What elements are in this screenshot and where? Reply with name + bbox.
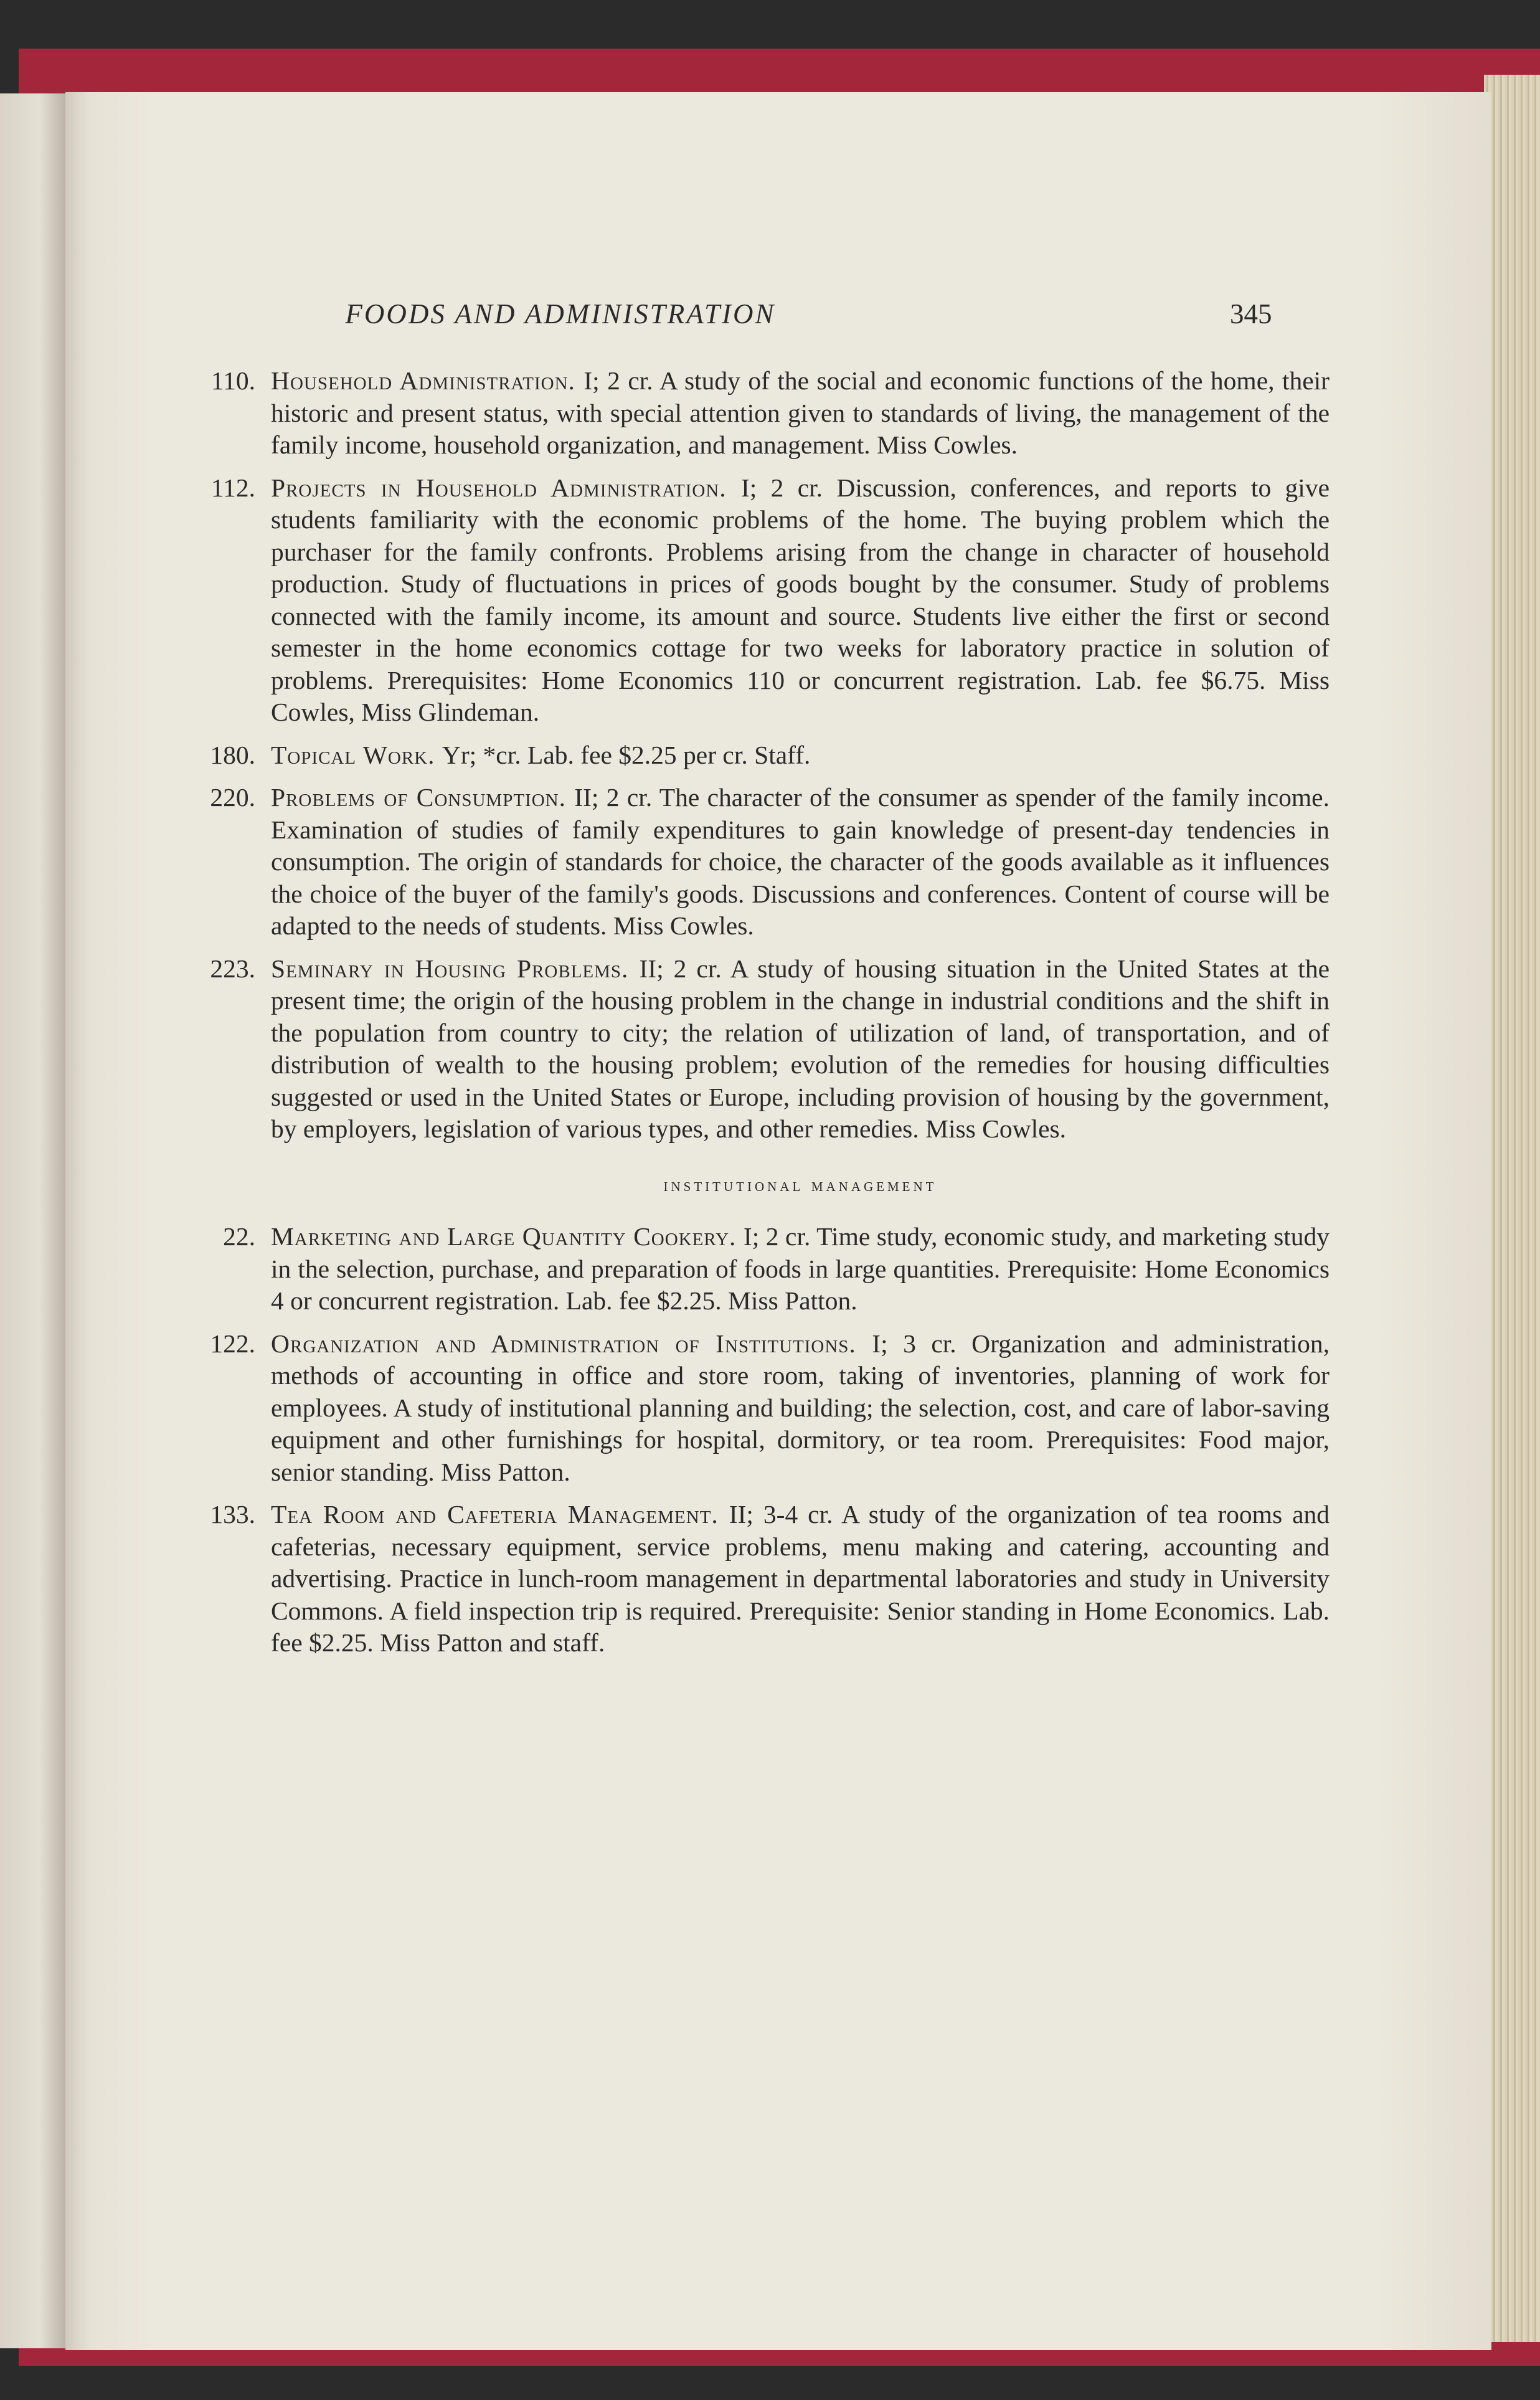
page-edges xyxy=(1484,75,1540,2342)
course-number: 22. xyxy=(223,1222,255,1251)
running-head: FOODS AND ADMINISTRATION xyxy=(345,298,776,330)
course-title: Organization and Administration of Institutions. xyxy=(271,1329,872,1358)
course-description: I; 3 cr. Organization and administration, methods of accounting in office and store room, taking of inventories, planning of work for employees. A study of institutional planning and building; the selection, cost, and care of labor-saving equipment and other furnishings for hospital, dormitory, or tea room. Prerequisites: Food major, senior standing. Miss Patton. xyxy=(271,1329,1330,1486)
page-header xyxy=(65,298,1491,341)
course-description: I; 2 cr. Discussion, conferences, and reports to give students familiarity with the economic problems of the home. The buying problem which the purchaser for the family confronts. Problems arising from the change in character of household production. Study of fluctuations in prices of goods bought by the consumer. Study of problems connected with the family income, its amount and source. Students live either the first or second semester in the home economics cottage for two weeks for laboratory practice in solution of problems. Prerequisites: Home Economics 110 or concurrent registration. Lab. fee $6.75. Miss Cowles, Miss Glindeman. xyxy=(271,473,1330,726)
course-entry-112 xyxy=(210,472,1330,729)
course-entry-133 xyxy=(210,1499,1330,1659)
course-number: 133. xyxy=(210,1500,255,1529)
course-entry-22 xyxy=(223,1221,1330,1317)
course-number: 110. xyxy=(210,366,255,395)
course-description: Yr; *cr. Lab. fee $2.25 per cr. Staff. xyxy=(442,740,811,769)
book-page xyxy=(65,92,1491,2350)
course-description: I; 2 cr. A study of the social and economic functions of the home, their historic and present status, with special attention given to standards of living, the management of the family income, household organization, and management. Miss Cowles. xyxy=(271,366,1330,459)
course-title: Problems of Consumption. xyxy=(271,783,575,812)
course-title: Seminary in Housing Problems. xyxy=(271,954,640,983)
course-number: 220. xyxy=(210,783,255,812)
page-number: 345 xyxy=(1230,298,1272,330)
course-description: II; 2 cr. The character of the consumer as spender of the family income. Examination of studies of family expenditures to gain knowledge of present-day tendencies in consumption. The origin of standards for choice, the character of the goods available as it influences the choice of the buyer of the family's goods. Discussions and conferences. Content of course will be adapted to the needs of students. Miss Cowles. xyxy=(271,783,1330,940)
course-entry-122 xyxy=(210,1328,1330,1489)
course-entry-223 xyxy=(210,953,1330,1145)
course-number: 180. xyxy=(210,740,255,769)
course-entry-180 xyxy=(210,739,1330,772)
course-number: 223. xyxy=(210,954,255,983)
course-title: Household Administration. xyxy=(271,366,584,395)
course-title: Projects in Household Administration. xyxy=(271,473,741,502)
course-description: II; 3-4 cr. A study of the organization of tea rooms and cafeterias, necessary equipment, service problems, menu making and catering, accounting and advertising. Practice in lunch-room management in departmental laboratories and study in University Commons. A field inspection trip is required. Prerequisite: Senior standing in Home Economics. Lab. fee $2.25. Miss Patton and staff. xyxy=(271,1500,1330,1657)
course-number: 122. xyxy=(210,1329,255,1358)
course-entry-110 xyxy=(210,365,1330,462)
course-entry-220 xyxy=(210,782,1330,942)
course-description: II; 2 cr. A study of housing situation in the United States at the present time; the origin of the housing problem in the change in industrial conditions and the shift in the population from country to city; the relation of utilization of land, of transportation, and of distribution of wealth to the housing problem; evolution of the remedies for housing difficulties suggested or used in the United States or Europe, including provision of housing by the government, by employers, legislation of various types, and other remedies. Miss Cowles. xyxy=(271,954,1330,1143)
course-title: Tea Room and Cafeteria Management. xyxy=(271,1500,729,1529)
course-number: 112. xyxy=(210,473,255,502)
section-heading: institutional management xyxy=(663,1174,937,1195)
course-description: I; 2 cr. Time study, economic study, and marketing study in the selection, purchase, and preparation of foods in large quantities. Prerequisite: Home Economics 4 or concurrent registration. Lab. fee $2.25. Miss Patton. xyxy=(271,1222,1330,1315)
facing-page-edge xyxy=(0,93,65,2348)
course-listing xyxy=(210,365,1330,1670)
course-title: Topical Work. xyxy=(271,740,442,769)
course-title: Marketing and Large Quantity Cookery. xyxy=(271,1222,744,1251)
